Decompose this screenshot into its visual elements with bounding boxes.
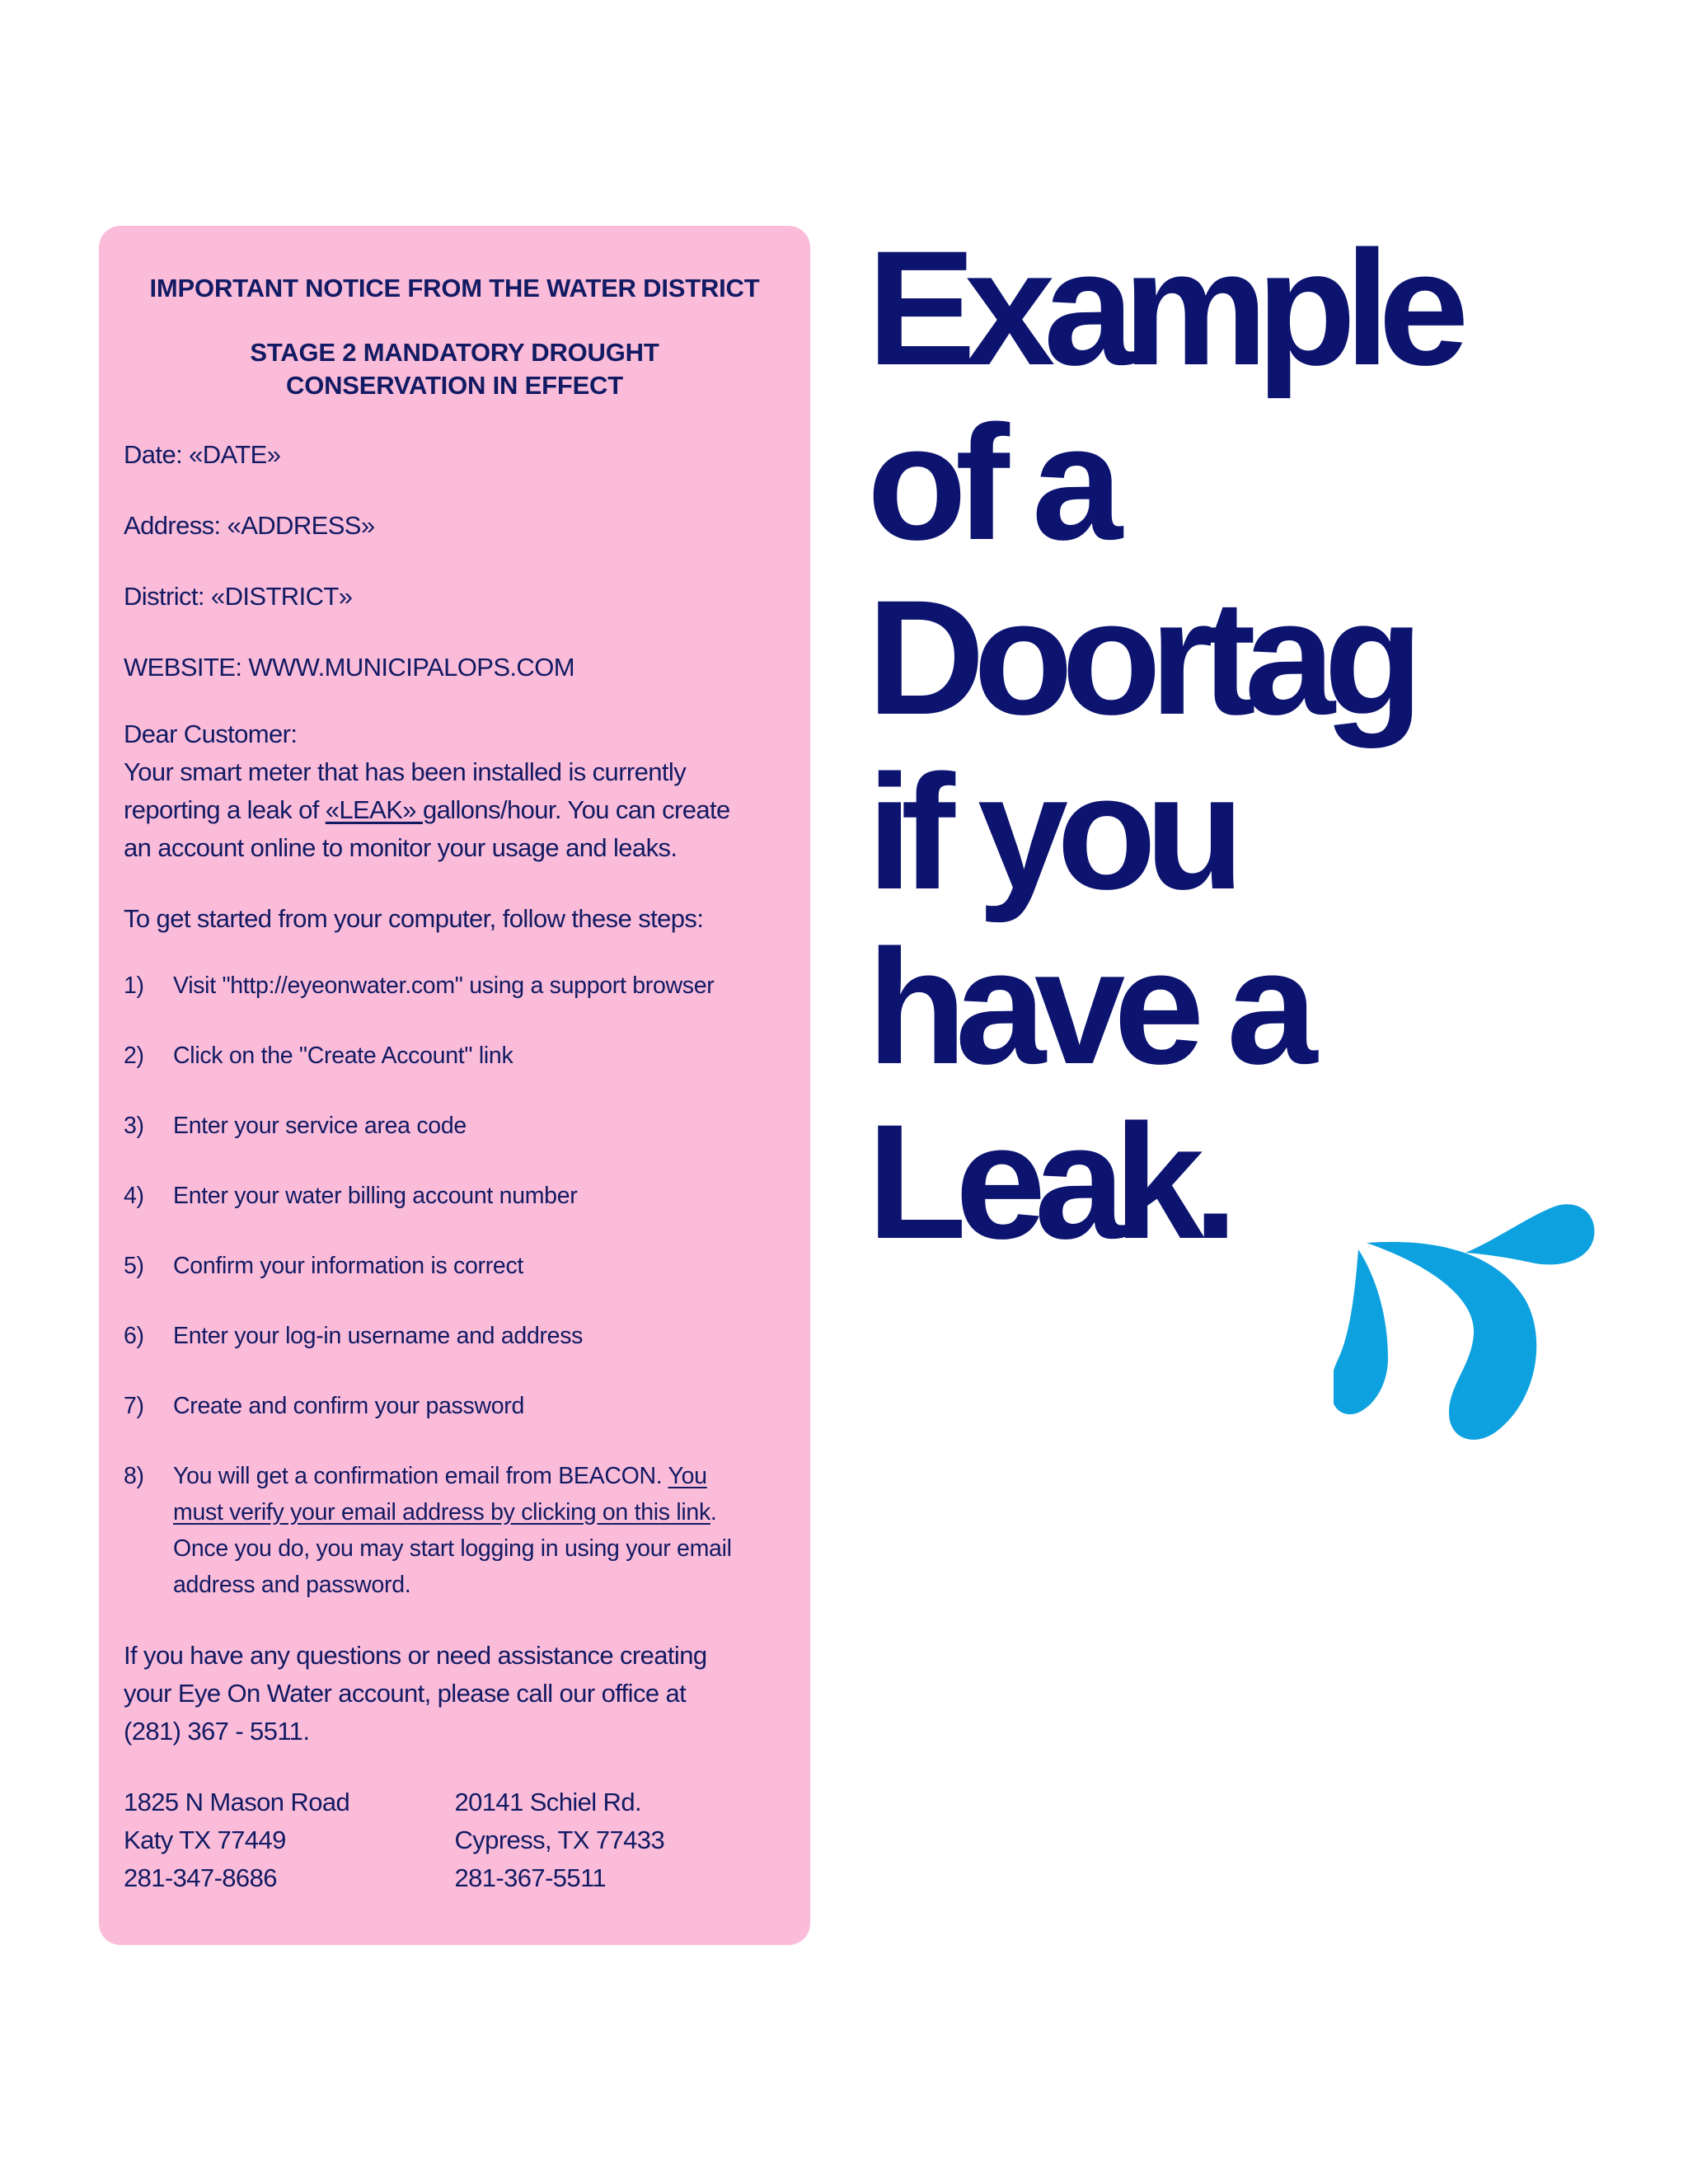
step-text: Enter your water billing account number: [173, 1183, 578, 1209]
list-item: [124, 968, 785, 1004]
list-item: [124, 1108, 785, 1144]
step-8-line-4: address and password.: [173, 1572, 411, 1598]
leak-message-line-3: an account online to monitor your usage and leaks.: [124, 833, 678, 862]
office-city: Katy TX 77449: [124, 1825, 286, 1854]
office-street: 1825 N Mason Road: [124, 1788, 350, 1816]
leak-amount-placeholder: «LEAK»: [325, 795, 423, 824]
office-cypress: [455, 1783, 786, 1897]
step-text: Visit "http://eyeonwater.com" using a support browser: [173, 972, 715, 999]
step-number: 1): [124, 972, 144, 999]
step-number: 2): [124, 1043, 144, 1069]
office-addresses: [124, 1783, 785, 1897]
step-number: 8): [124, 1463, 144, 1489]
water-drops-icon: [1334, 1202, 1597, 1449]
office-city: Cypress, TX 77433: [454, 1825, 665, 1854]
date-field: Date: «DATE»: [124, 440, 281, 469]
leak-message-text: reporting a leak of: [124, 795, 326, 824]
leak-message-line-1: Your smart meter that has been installed is currently: [124, 757, 687, 786]
step-number: 6): [124, 1323, 144, 1349]
step-8-text: You will get a confirmation email from BEACON.: [173, 1463, 668, 1489]
district-field: District: «DISTRICT»: [124, 582, 353, 611]
step-8-line-2: [173, 1494, 785, 1530]
office-phone-number: 281-347-8686: [124, 1863, 277, 1892]
title-line: Doortag: [867, 566, 1412, 748]
assistance-line-1: If you have any questions or need assistance creating: [124, 1641, 707, 1670]
assistance-message: [124, 1637, 785, 1750]
doortag-notice-card: [99, 226, 810, 1945]
page-title: [867, 217, 1642, 1272]
step-number: 3): [124, 1113, 144, 1139]
website-field: WEBSITE: WWW.MUNICIPALOPS.COM: [124, 653, 574, 682]
step-number: 5): [124, 1253, 144, 1279]
step-8-line-3: Once you do, you may start logging in using your email: [173, 1535, 732, 1562]
list-item: [124, 1248, 785, 1284]
title-line: have a: [867, 916, 1306, 1098]
title-line: if you: [867, 741, 1233, 923]
step-number: 7): [124, 1393, 144, 1419]
step-number: 4): [124, 1183, 144, 1209]
leak-message-text-end: gallons/hour. You can create: [422, 795, 730, 824]
list-item: [124, 1458, 785, 1603]
step-text: Click on the "Create Account" link: [173, 1043, 513, 1069]
office-phone: (281) 367 - 5511.: [124, 1717, 310, 1746]
greeting: Dear Customer:: [124, 719, 298, 748]
drought-stage-heading: STAGE 2 MANDATORY DROUGHT CONSERVATION IN EFFECT: [250, 338, 659, 400]
step-text: Confirm your information is correct: [173, 1253, 524, 1279]
title-line: Example: [867, 217, 1458, 399]
title-line: of a: [867, 391, 1112, 574]
list-item: [124, 1038, 785, 1074]
office-street: 20141 Schiel Rd.: [454, 1788, 642, 1816]
step-8-line-1: [173, 1458, 785, 1494]
leak-message-line-2: [124, 791, 785, 829]
step-text: Create and confirm your password: [173, 1393, 525, 1419]
office-katy: [124, 1783, 455, 1897]
steps-intro: To get started from your computer, follow these steps:: [124, 904, 704, 933]
address-field: Address: «ADDRESS»: [124, 511, 375, 540]
assistance-line-2: your Eye On Water account, please call our office at: [124, 1679, 687, 1708]
leak-message: [124, 715, 785, 867]
water-drop-left-icon: [1334, 1249, 1388, 1414]
water-drop-middle-icon: [1367, 1242, 1536, 1440]
title-line: Leak.: [867, 1090, 1227, 1272]
step-text: [173, 1458, 785, 1603]
step-text: Enter your service area code: [173, 1113, 467, 1139]
step-8-period: .: [710, 1499, 717, 1526]
notice-heading: IMPORTANT NOTICE FROM THE WATER DISTRICT: [149, 274, 760, 302]
list-item: [124, 1178, 785, 1214]
office-phone-number: 281-367-5511: [454, 1863, 607, 1892]
list-item: [124, 1388, 785, 1424]
setup-steps-list: [124, 968, 785, 1603]
verify-email-link-continued[interactable]: must verify your email address by clicking on this link: [173, 1499, 710, 1526]
step-text: Enter your log-in username and address: [173, 1323, 584, 1349]
list-item: [124, 1318, 785, 1354]
water-drop-right-icon: [1465, 1204, 1594, 1264]
verify-email-link[interactable]: You: [668, 1463, 707, 1489]
